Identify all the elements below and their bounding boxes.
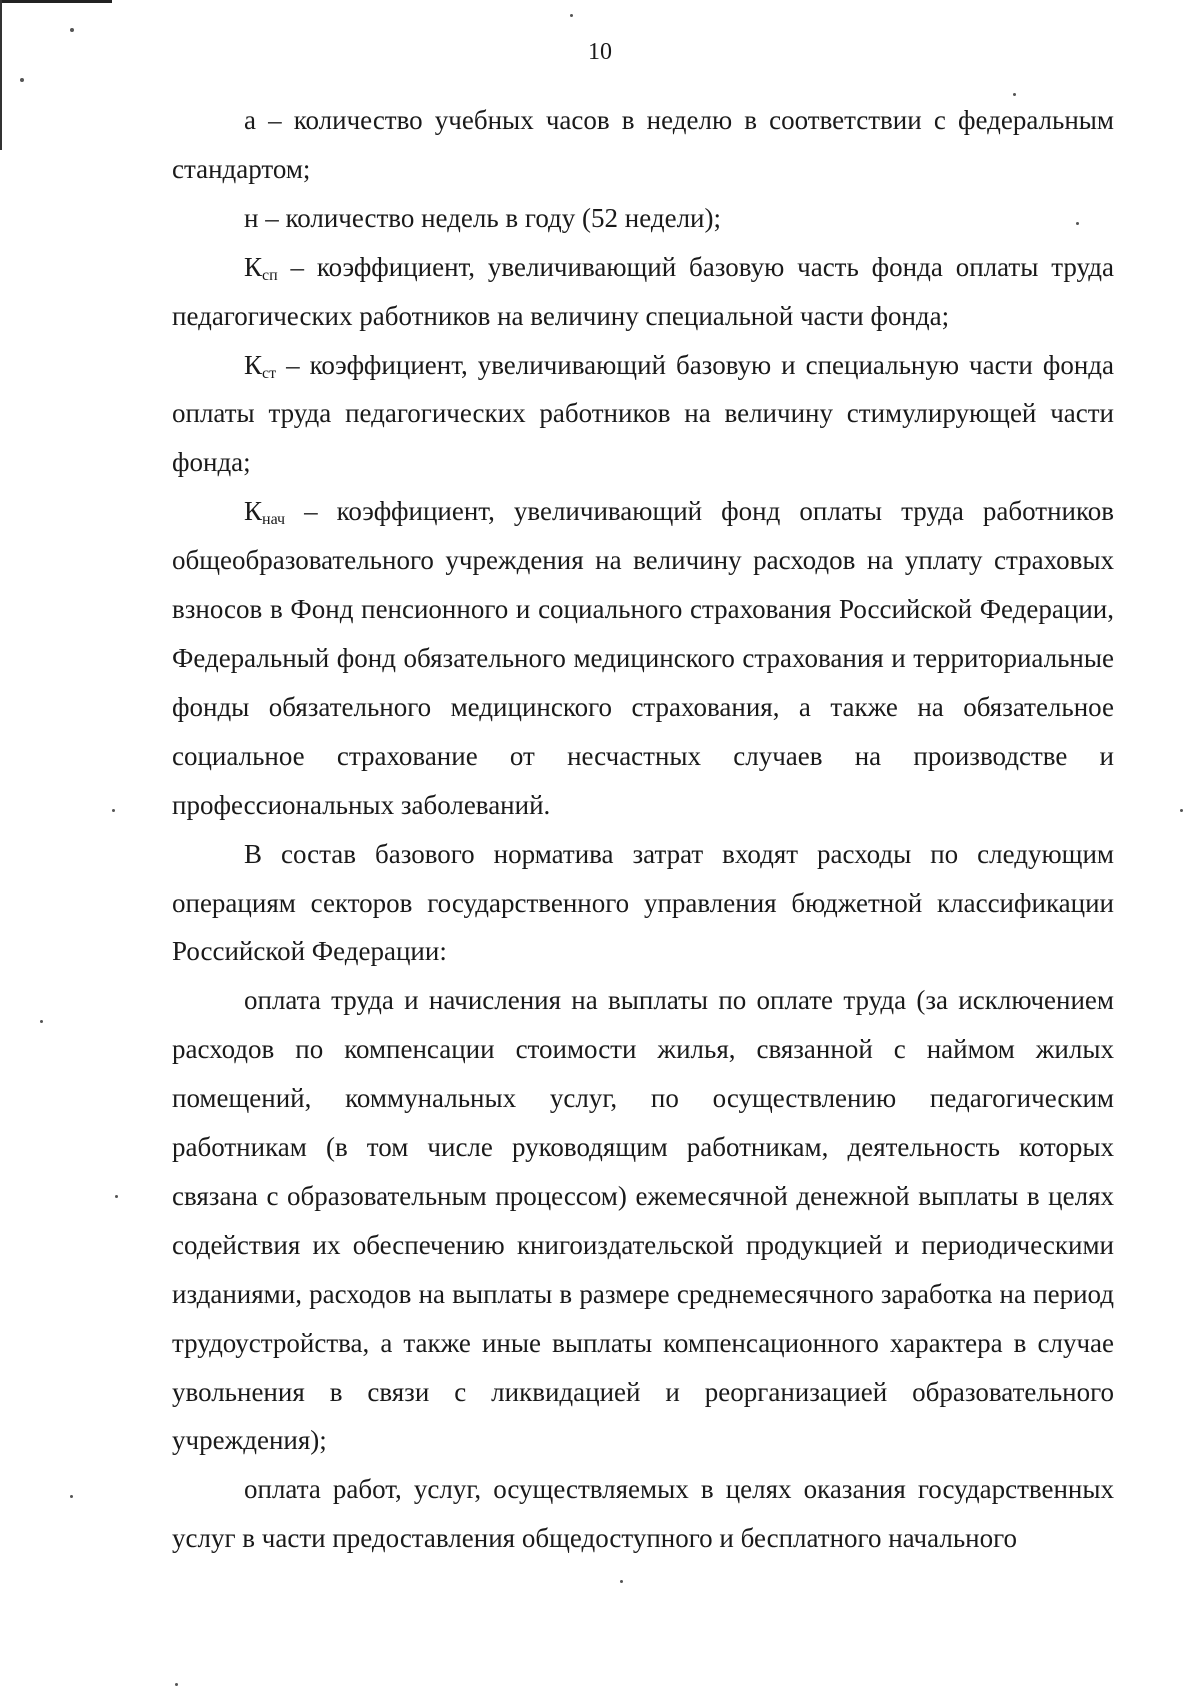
scan-speck: [115, 1195, 118, 1198]
paragraph-knach-definition: [172, 487, 1114, 829]
scan-speck: [570, 14, 573, 17]
paragraph-n-definition: н – количество недель в году (52 недели);: [244, 202, 721, 233]
definition-text: – коэффициент, увеличивающий фонд оплаты труда работников общеобразовательного учреждения на величину расходов на уплату страховых взносов в Фонд пенсионного и социального страхования Российской Федерации, Федеральный фонд обязательного медицинского страхования и территориальные фонды обязательного медицинского страхования, а также на обязательное социальное страхование от несчастных случаев на производстве и профессиональных заболеваний.: [172, 496, 1114, 820]
page-number: 10: [588, 39, 612, 65]
coefficient-symbol: К: [244, 349, 263, 380]
scan-corner-mark: [0, 0, 112, 3]
scan-speck: [1180, 809, 1183, 812]
scan-speck: [620, 1580, 623, 1583]
scan-speck: [175, 1683, 178, 1686]
scan-speck: [40, 1020, 43, 1023]
scan-speck: [1013, 93, 1016, 96]
scan-speck: [70, 1495, 73, 1498]
scan-speck: [20, 78, 24, 82]
coefficient-subscript: ст: [262, 364, 277, 382]
scan-speck: [1076, 222, 1079, 225]
paragraph-base-norm-composition: В состав базового норматива затрат входят расходы по следующим операциям секторов государственного управления бюджетной классификации Российской Федерации:: [172, 838, 1114, 967]
paragraph-kst-definition: [172, 341, 1114, 488]
definition-text: – коэффициент, увеличивающий базовую и специальную части фонда оплаты труда педагогических работников на величину стимулирующей части фонда;: [172, 349, 1114, 478]
body-text: [172, 96, 1114, 1563]
paragraph-a-definition: а – количество учебных часов в неделю в соответствии с федеральным стандартом;: [172, 105, 1114, 184]
paragraph-labor-payment: оплата труда и начисления на выплаты по оплате труда (за исключением расходов по компенсации стоимости жилья, связанной с наймом жилых помещений, коммунальных услуг, по осуществлению педагогическим работникам (в том числе руководящим работникам, деятельность которых связана с образовательным процессом) ежемесячной денежной выплаты в целях содействия их обеспечению книгоиздательской продукцией и периодическими изданиями, расходов на выплаты в размере среднемесячного заработка на период трудоустройства, а также иные выплаты компенсационного характера в случае увольнения в связи с ликвидацией и реорганизацией образовательного учреждения);: [172, 985, 1114, 1456]
definition-text: – коэффициент, увеличивающий базовую часть фонда оплаты труда педагогических работников на величину специальной части фонда;: [172, 251, 1114, 331]
scan-speck: [112, 809, 115, 812]
coefficient-subscript: нач: [262, 511, 286, 529]
paragraph-works-services-payment: оплата работ, услуг, осуществляемых в целях оказания государственных услуг в части предоставления общедоступного и бесплатного начального: [172, 1474, 1114, 1554]
coefficient-symbol: К: [244, 496, 263, 527]
scan-edge-line: [0, 0, 2, 150]
scan-speck: [70, 28, 74, 32]
coefficient-subscript: сп: [262, 266, 278, 284]
coefficient-symbol: К: [244, 251, 263, 282]
paragraph-ksp-definition: [172, 243, 1114, 341]
